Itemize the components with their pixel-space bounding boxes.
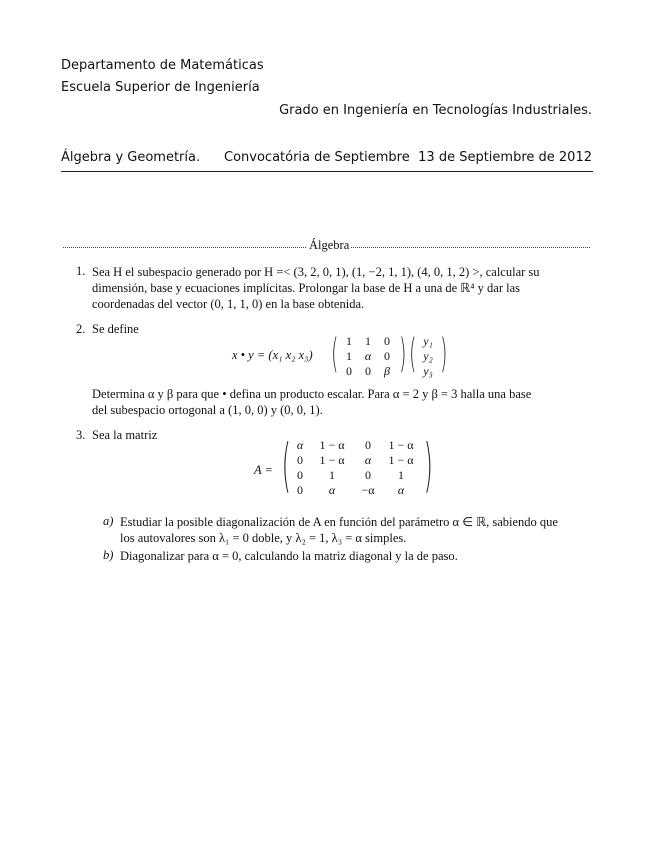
matrix-cell: 1 − α (319, 453, 345, 467)
part-b-line-1: Diagonalizar para α = 0, calculando la matriz diagonal y la de paso. (120, 549, 458, 563)
matrix-cell: 1 (398, 468, 404, 482)
vector-cell: y₁ (423, 334, 433, 348)
degree-name: Grado en Ingeniería en Tecnologías Industriales. (279, 103, 592, 118)
matrix-cell: α (364, 453, 372, 467)
matrix-cell: 0 (346, 364, 352, 378)
problem-3-matrix (290, 438, 420, 498)
matrix-cell: α (296, 438, 304, 452)
matrix-cell: 0 (365, 364, 371, 378)
matrix-cell: α (397, 483, 405, 497)
matrix-cell: 1 − α (388, 453, 414, 467)
problem-1-line-3: coordenadas del vector (0, 1, 1, 0) en la base obtenida. (92, 297, 365, 311)
header-rule (61, 171, 593, 172)
matrix-cell: α (328, 483, 336, 497)
problem-2-line-1: Determina α y β para que • defina un producto escalar. Para α = 2 y β = 3 halla una base (92, 387, 532, 401)
problem-2-line-2: del subespacio ortogonal a (1, 0, 0) y (0, 0, 1). (92, 403, 323, 417)
vector-cell: y₂ (423, 349, 433, 363)
part-a-line-2: los autovalores son λ₁ = 0 doble, y λ₂ = 1, λ₃ = α simples. (120, 531, 407, 545)
problem-2-matrix (340, 334, 396, 379)
matrix-cell: 1 − α (388, 438, 414, 452)
part-a-label: a) (103, 514, 114, 528)
matrix-cell: 1 (365, 334, 371, 348)
matrix-a-label: A = (254, 463, 273, 477)
department-name: Departamento de Matemáticas (61, 58, 264, 73)
exam-session: Convocatória de Septiembre (224, 150, 410, 165)
section-title: Álgebra (309, 238, 350, 252)
matrix-cell: 0 (297, 468, 303, 482)
matrix-cell: 0 (384, 349, 390, 363)
problem-3-number: 3. (76, 428, 86, 442)
matrix-cell: 0 (297, 453, 303, 467)
matrix-cell: 0 (297, 483, 303, 497)
problem-2-number: 2. (76, 322, 86, 336)
part-a-line-1: Estudiar la posible diagonalización de A en función del parámetro α ∈ ℝ, sabiendo que (120, 515, 558, 529)
matrix-3-left-paren: ( (281, 431, 291, 499)
problem-1-line-1: Sea H el subespacio generado por H =< (3, 2, 0, 1), (1, −2, 1, 1), (4, 0, 1, 2) >, calcular su (92, 265, 540, 279)
matrix-cell: 1 − α (319, 438, 345, 452)
matrix-cell: 0 (365, 438, 371, 452)
vector-cell: y₃ (423, 364, 433, 378)
problem-3-intro: Sea la matriz (92, 428, 158, 442)
matrix-cell: 1 (329, 468, 335, 482)
matrix-2-left-paren: ( (331, 331, 339, 377)
matrix-3-right-paren: ) (423, 431, 433, 499)
problem-1-line-2: dimensión, base y ecuaciones implícitas. Prolongar la base de H a una de ℝ⁴ y dar las (92, 281, 521, 295)
part-b-label: b) (103, 548, 114, 562)
matrix-cell: 1 (346, 349, 352, 363)
course-name: Álgebra y Geometría. (61, 150, 201, 165)
school-name: Escuela Superior de Ingeniería (61, 80, 260, 95)
problem-2-vector (418, 334, 438, 379)
vector-right-paren: ) (440, 331, 448, 377)
matrix-cell: 0 (365, 468, 371, 482)
exam-date: 13 de Septiembre de 2012 (418, 150, 592, 165)
matrix-2-right-paren: ) (399, 331, 407, 377)
vector-left-paren: ( (409, 331, 417, 377)
problem-2-intro: Se define (92, 322, 139, 336)
inner-product-formula: x • y = (x₁ x₂ x₃) (232, 348, 313, 362)
matrix-cell: β (384, 364, 390, 378)
problem-1-number: 1. (76, 264, 86, 278)
matrix-cell: 1 (346, 334, 352, 348)
matrix-cell: α (364, 349, 372, 363)
matrix-cell: −α (361, 483, 375, 497)
matrix-cell: 0 (384, 334, 390, 348)
